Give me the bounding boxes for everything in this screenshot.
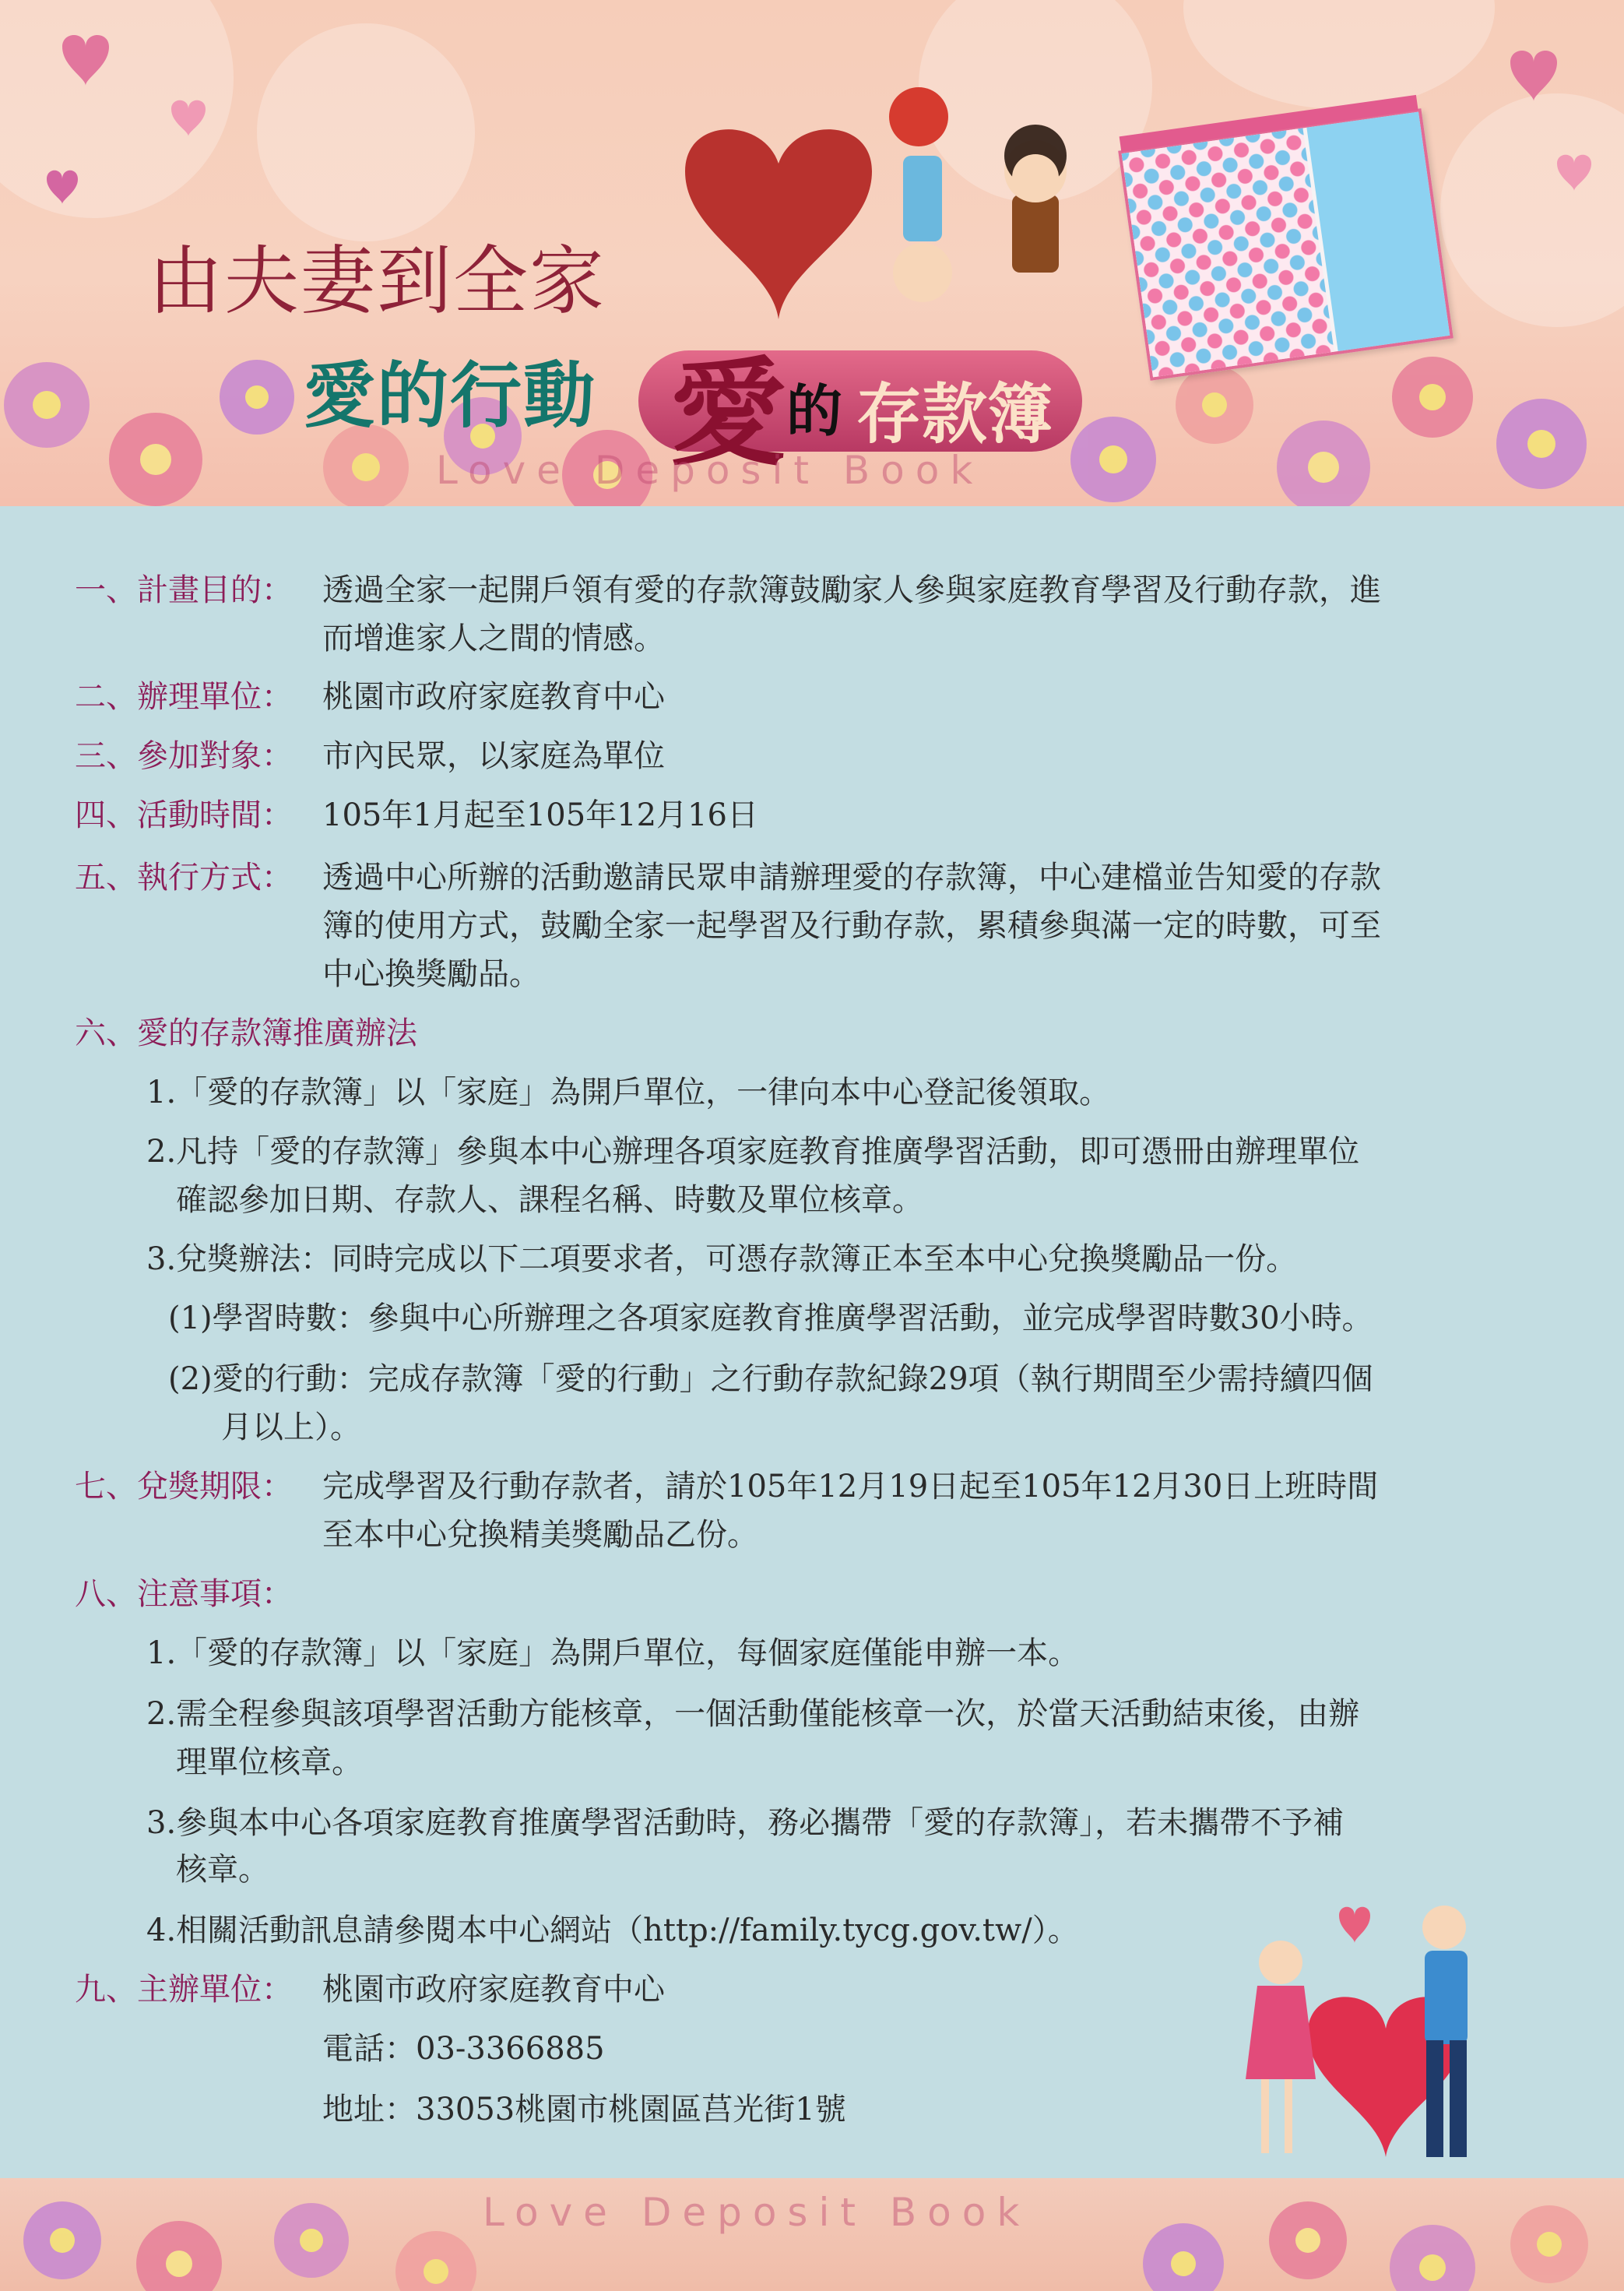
logo-char-ai: 愛 [670, 345, 787, 482]
header-subtitle: Love Deposit Book [436, 448, 984, 493]
section-2-label: 二、辦理單位： [75, 679, 293, 715]
section-8-item-2-line-2: 理單位核章。 [176, 1744, 363, 1780]
logo-text: 存款簿 [856, 375, 1053, 452]
section-9-label: 九、主辦單位： [75, 1972, 293, 2008]
section-6-sub-2-line-2: 月以上）。 [221, 1409, 361, 1445]
section-1-line-2: 而增進家人之間的情感。 [322, 621, 665, 656]
section-6-item-2-line-1: 2.凡持「愛的存款簿」參與本中心辦理各項家庭教育推廣學習活動，即可憑冊由辦理單位 [146, 1134, 1360, 1170]
section-7-line-1: 完成學習及行動存款者，請於105年12月19日起至105年12月30日上班時間 [322, 1469, 1379, 1504]
section-8-item-1: 1.「愛的存款簿」以「家庭」為開戶單位，每個家庭僅能申辦一本。 [146, 1635, 1080, 1671]
organizer-name: 桃園市政府家庭教育中心 [322, 1972, 665, 2008]
section-5-line-3: 中心換獎勵品。 [322, 956, 540, 992]
logo-char-de: 的 [786, 378, 843, 444]
section-8-item-2-line-1: 2.需全程參與該項學習活動方能核章，一個活動僅能核章一次，於當天活動結束後，由辦 [146, 1696, 1360, 1732]
section-2-text: 桃園市政府家庭教育中心 [322, 679, 665, 715]
section-8-label: 八、注意事項： [75, 1576, 293, 1612]
section-5-line-1: 透過中心所辦的活動邀請民眾申請辦理愛的存款簿，中心建檔並告知愛的存款 [322, 860, 1381, 896]
section-7-line-2: 至本中心兌換精美獎勵品乙份。 [322, 1517, 758, 1553]
section-4-label: 四、活動時間： [75, 797, 293, 833]
section-3-label: 三、參加對象： [75, 738, 293, 774]
section-6-item-2-line-2: 確認參加日期、存款人、課程名稱、時數及單位核章。 [176, 1182, 923, 1218]
section-8-item-4: 4.相關活動訊息請參閱本中心網站（http://family.tycg.gov.tw/）。 [146, 1913, 1079, 1948]
section-6-item-3: 3.兌獎辦法：同時完成以下二項要求者，可憑存款簿正本至本中心兌換獎勵品一份。 [146, 1241, 1298, 1277]
section-6-item-1: 1.「愛的存款簿」以「家庭」為開戶單位，一律向本中心登記後領取。 [146, 1075, 1111, 1110]
section-1-label: 一、計畫目的： [75, 572, 293, 608]
section-3-text: 市內民眾，以家庭為單位 [322, 738, 665, 774]
organizer-address: 地址：33053桃園市桃園區莒光街1號 [322, 2092, 846, 2127]
section-6-label: 六、愛的存款簿推廣辦法 [75, 1015, 417, 1051]
section-5-line-2: 簿的使用方式，鼓勵全家一起學習及行動存款，累積參與滿一定的時數，可至 [322, 908, 1381, 944]
section-5-label: 五、執行方式： [75, 860, 293, 896]
title-line1: 由夫妻到全家 [148, 238, 606, 325]
section-7-label: 七、兌獎期限： [75, 1469, 293, 1504]
section-8-item-3-line-1: 3.參與本中心各項家庭教育推廣學習活動時，務必攜帶「愛的存款簿」，若未攜帶不予補 [146, 1805, 1345, 1841]
section-8-item-3-line-2: 核章。 [176, 1852, 269, 1888]
organizer-phone: 電話：03-3366885 [322, 2031, 605, 2067]
section-4-text: 105年1月起至105年12月16日 [322, 797, 758, 833]
footer-subtitle: Love Deposit Book [483, 2190, 1031, 2235]
section-1-line-1: 透過全家一起開戶領有愛的存款簿鼓勵家人參與家庭教育學習及行動存款，進 [322, 572, 1381, 608]
title-line2: 愛的行動 [304, 354, 597, 438]
section-6-sub-1: (1)學習時數：參與中心所辦理之各項家庭教育推廣學習活動，並完成學習時數30小時。 [168, 1300, 1373, 1336]
section-6-sub-2-line-1: (2)愛的行動：完成存款簿「愛的行動」之行動存款紀錄29項（執行期間至少需持續四個 [168, 1361, 1373, 1397]
